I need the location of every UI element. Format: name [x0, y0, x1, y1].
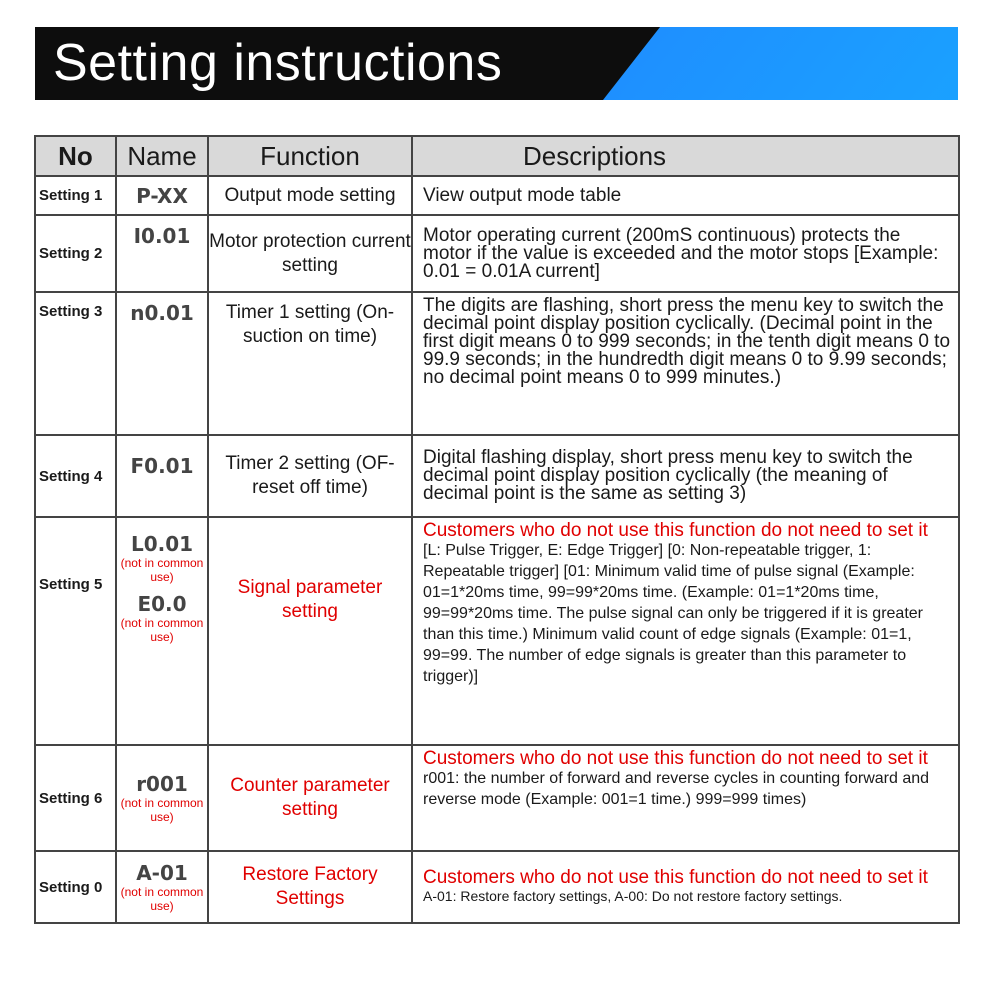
table-row: [35, 215, 959, 292]
not-common-note: (not in common use): [120, 796, 204, 824]
warning-text: Customers who do not use this function do not need to set it: [423, 867, 928, 888]
table-row: [35, 292, 959, 435]
setting-function: Output mode setting: [208, 176, 412, 215]
setting-description: [412, 851, 959, 923]
setting-number: Setting 3: [35, 292, 116, 435]
setting-number: Setting 1: [35, 176, 116, 215]
setting-code-cell: [116, 517, 208, 745]
header-name: Name: [116, 136, 208, 176]
setting-number: Setting 4: [35, 435, 116, 517]
setting-number: Setting 5: [35, 517, 116, 745]
table-row: [35, 851, 959, 923]
setting-function: Counter parameter setting: [208, 745, 412, 851]
setting-code-cell: [116, 176, 208, 215]
setting-description: Motor operating current (200mS continuous) protects the motor if the value is exceeded and the motor stops [Example: 0.01 = 0.01A current]: [412, 215, 959, 292]
setting-code: r001: [136, 772, 188, 796]
table-row: [35, 435, 959, 517]
setting-description: [412, 745, 959, 851]
setting-description: [412, 517, 959, 745]
setting-code-cell: [116, 851, 208, 923]
setting-function: Signal parameter setting: [208, 517, 412, 745]
setting-function: Timer 1 setting (On-suction on time): [208, 292, 412, 435]
setting-function: Timer 2 setting (OF-reset off time): [208, 435, 412, 517]
setting-code: F0.01: [130, 454, 194, 478]
setting-number: Setting 2: [35, 215, 116, 292]
table-row: [35, 517, 959, 745]
setting-code: n0.01: [130, 301, 194, 325]
setting-number: Setting 0: [35, 851, 116, 923]
title-banner: [35, 27, 958, 100]
table-header-row: [35, 136, 959, 176]
setting-function: Restore Factory Settings: [208, 851, 412, 923]
setting-description: View output mode table: [412, 176, 959, 215]
not-common-note: (not in common use): [120, 556, 204, 584]
table-row: [35, 176, 959, 215]
setting-number: Setting 6: [35, 745, 116, 851]
setting-code: I0.01: [133, 224, 191, 248]
table-row: [35, 745, 959, 851]
setting-code-cell: [116, 745, 208, 851]
warning-text: Customers who do not use this function do not need to set it: [423, 520, 928, 541]
page-title: Setting instructions: [53, 34, 503, 92]
detail-text: r001: the number of forward and reverse cycles in counting forward and reverse mode (Example: 001=1 time.) 999=999 times): [423, 770, 930, 808]
setting-description: The digits are flashing, short press the menu key to switch the decimal point display position cyclically. (Decimal point in the first digit means 0 to 999 seconds; in the tenth digit means 0 to 99.9 seconds; in the hundredth digit means 0 to 9.99 seconds; no decimal point means 0 to 999 minutes.): [412, 292, 959, 435]
header-descriptions: Descriptions: [412, 136, 959, 176]
not-common-note: (not in common use): [120, 885, 204, 913]
header-no: No: [35, 136, 116, 176]
setting-code-cell: [116, 292, 208, 435]
setting-code-cell: [116, 435, 208, 517]
detail-text: [L: Pulse Trigger, E: Edge Trigger] [0: Non-repeatable trigger, 1: Repeatable trigger] [01: Minimum valid time of pulse signal (Example: 01=1*20ms time, 99=99*20ms time. (Example: 01=1*20ms time, 99=99*20ms time. The pulse signal can only be triggered if it is greater than this time.) Minimum valid count of edge signals (Example: 01=1, 99=99. The number of edge signals is greater than this parameter to trigger)]: [423, 542, 923, 685]
detail-text: A-01: Restore factory settings, A-00: Do not restore factory settings.: [423, 888, 843, 904]
not-common-note: (not in common use): [120, 616, 204, 644]
setting-code: L0.01: [130, 532, 194, 556]
settings-table: [34, 135, 960, 924]
setting-description: Digital flashing display, short press menu key to switch the decimal point display position cyclically (the meaning of decimal point is the same as setting 3): [412, 435, 959, 517]
setting-code: P-XX: [136, 183, 188, 208]
banner-blue-stripe: [603, 27, 958, 100]
setting-function: Motor protection current setting: [208, 215, 412, 292]
warning-text: Customers who do not use this function do not need to set it: [423, 748, 928, 769]
setting-code: A-01: [136, 861, 188, 885]
setting-code-cell: [116, 215, 208, 292]
setting-code: E0.0: [137, 592, 187, 616]
header-function: Function: [208, 136, 412, 176]
